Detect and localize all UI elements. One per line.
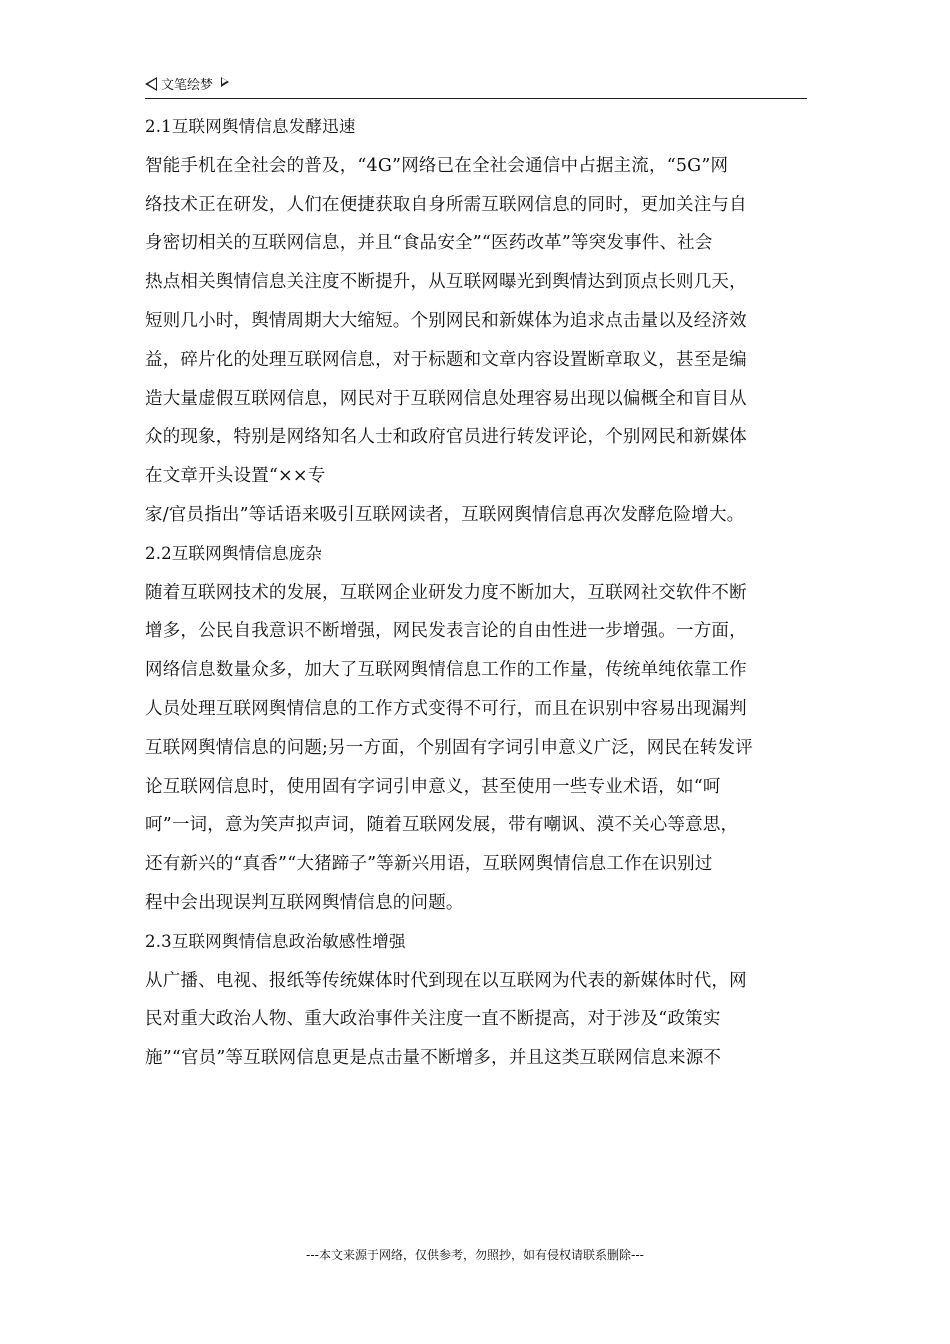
body-text-line: 网络信息数量众多，加大了互联网舆情信息工作的工作量，传统单纯依靠工作: [145, 660, 747, 681]
header-brand: 文笔绘梦: [161, 78, 214, 93]
body-text-line: 程中会出现误判互联网舆情信息的问题。: [145, 892, 464, 913]
body-text-line: 在文章开头设置“××专: [145, 466, 326, 487]
body-text-line: 热点相关舆情信息关注度不断提升，从互联网曝光到舆情达到顶点长则几天，: [145, 272, 747, 293]
page-header: [145, 72, 807, 99]
body-text-line: 益，碎片化的处理互联网信息，对于标题和文章内容设置断章取义，甚至是编: [145, 349, 747, 370]
body-text-line: 家/官员指出”等话语来吸引互联网读者，互联网舆情信息再次发酵危险增大。: [145, 504, 745, 525]
body-text-line: 络技术正在研发，人们在便捷获取自身所需互联网信息的同时，更加关注与自: [145, 194, 747, 215]
body-text-line: 增多，公民自我意识不断增强，网民发表言论的自由性进一步增强。一方面，: [145, 621, 747, 642]
left-triangle-icon: [145, 77, 157, 91]
section-heading: 2.3互联网舆情信息政治敏感性增强: [145, 931, 406, 951]
body-text-line: 还有新兴的“真香”“大猪蹄子”等新兴用语，互联网舆情信息工作在识别过: [145, 854, 713, 875]
section-heading: 2.2互联网舆情信息庞杂: [145, 543, 323, 563]
body-text-line: 短则几小时，舆情周期大大缩短。个别网民和新媒体为追求点击量以及经济效: [145, 310, 747, 331]
body-text-line: 施”“官员”等互联网信息更是点击量不断增多，并且这类互联网信息来源不: [145, 1048, 722, 1069]
footer-notice: ---本文来源于网络，仅供参考，勿照抄，如有侵权请联系删除---: [306, 1248, 644, 1262]
body-text-line: 人员处理互联网舆情信息的工作方式变得不可行，而且在识别中容易出现漏判: [145, 698, 747, 719]
header-brand-group: [145, 74, 229, 93]
body-text-line: 论互联网信息时，使用固有字词引申意义，甚至使用一些专业术语，如“呵: [145, 776, 721, 797]
document-body: [145, 108, 825, 1078]
right-triangle-icon: [221, 77, 229, 87]
body-text-line: 造大量虚假互联网信息，网民对于互联网信息处理容易出现以偏概全和盲目从: [145, 388, 747, 409]
body-text-line: 呵”一词，意为笑声拟声词，随着互联网发展，带有嘲讽、漠不关心等意思，: [145, 815, 739, 836]
body-text-line: 众的现象，特别是网络知名人士和政府官员进行转发评论，个别网民和新媒体: [145, 427, 747, 448]
body-text-line: 身密切相关的互联网信息，并且“食品安全”“医药改革”等突发事件、社会: [145, 233, 713, 254]
body-text-line: 互联网舆情信息的问题;另一方面，个别固有字词引申意义广泛，网民在转发评: [145, 737, 753, 758]
section-heading: 2.1互联网舆情信息发酵迅速: [145, 117, 356, 136]
body-text-line: 智能手机在全社会的普及，“4G”网络已在全社会通信中占据主流，“5G”网: [145, 155, 729, 176]
body-text-line: 民对重大政治人物、重大政治事件关注度一直不断提高，对于涉及“政策实: [145, 1009, 721, 1030]
body-text-line: 从广播、电视、报纸等传统媒体时代到现在以互联网为代表的新媒体时代，网: [145, 970, 747, 991]
body-text-line: 随着互联网技术的发展，互联网企业研发力度不断加大，互联网社交软件不断: [145, 582, 747, 603]
